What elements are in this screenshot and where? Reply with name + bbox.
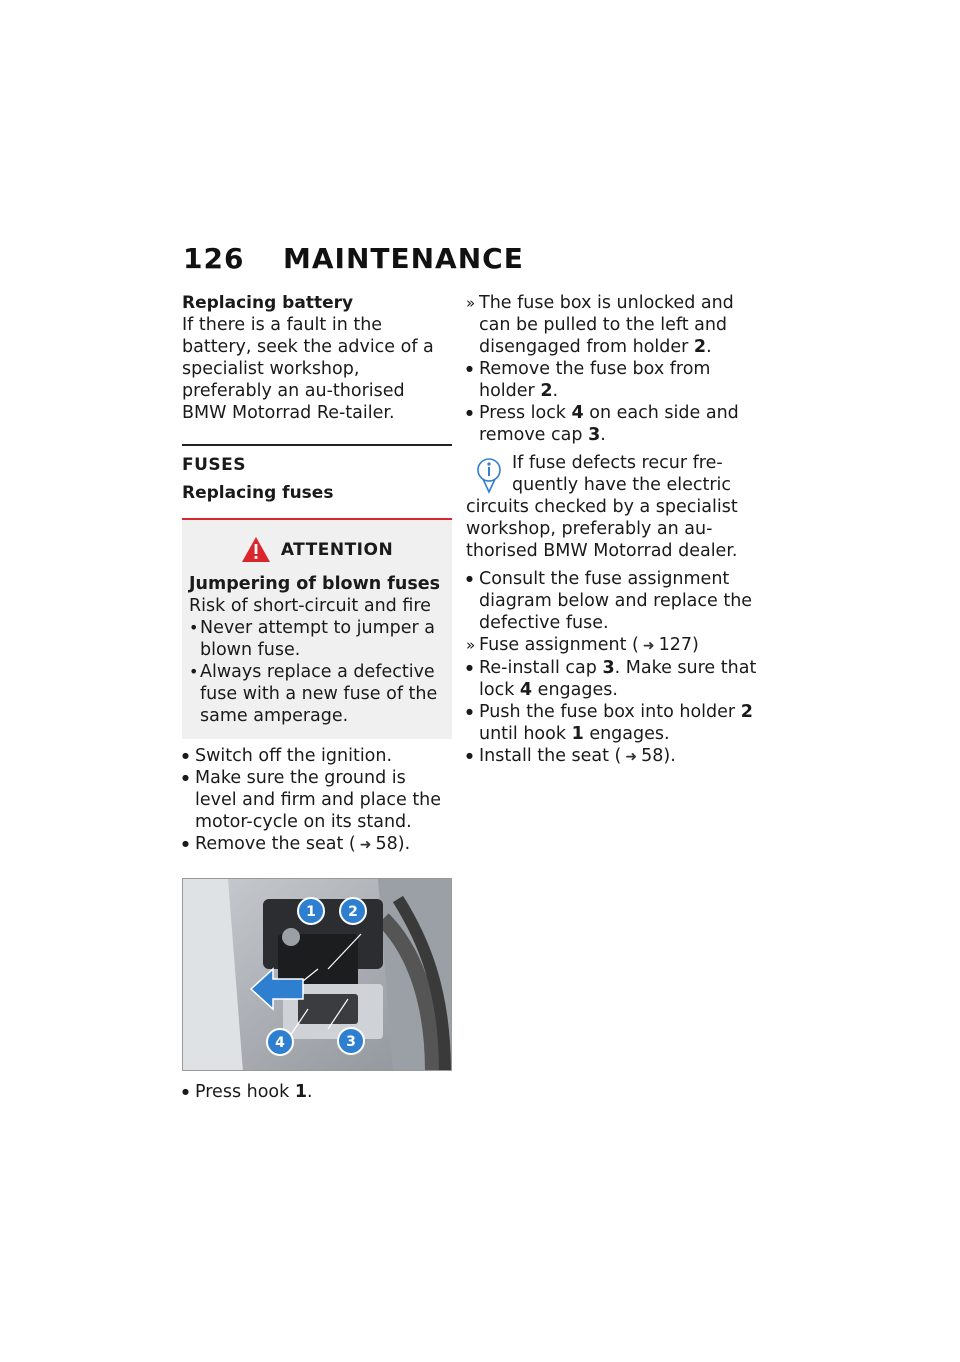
photo-label-2: 2 <box>348 904 358 920</box>
step-consult-diagram: ● Consult the fuse assignment diagram below and replace the defective fuse. <box>466 568 766 634</box>
attention-item: • Always replace a defective fuse with a new fuse of the same amperage. <box>189 661 445 727</box>
step-list-right-2 <box>466 568 766 768</box>
step-reinstall-cap: ● Re-install cap 3. Make sure that lock 4 engages. <box>466 657 766 701</box>
attention-risk: Risk of short-circuit and fire <box>189 596 431 616</box>
info-text-rest: circuits checked by a specialist workshop, preferably an au-thorised BMW Motorrad dealer. <box>466 497 738 561</box>
step-install-seat: ● Install the seat ( ➜ 58). <box>466 745 766 768</box>
step-list-after-photo <box>182 1081 452 1103</box>
attention-list <box>189 617 445 727</box>
attention-item: • Never attempt to jumper a blown fuse. <box>189 617 445 661</box>
battery-heading: Replacing battery <box>182 293 354 313</box>
info-icon <box>476 454 502 494</box>
info-note <box>466 452 766 562</box>
result-fuse-assignment: » Fuse assignment ( ➜ 127) <box>466 634 766 657</box>
attention-label: ATTENTION <box>280 539 394 560</box>
photo-label-4: 4 <box>275 1035 285 1051</box>
section-header: MAINTENANCE <box>283 242 524 275</box>
section-divider <box>182 444 452 446</box>
attention-box <box>182 520 452 739</box>
right-column <box>466 292 766 768</box>
battery-text: If there is a fault in the battery, seek the advice of a specialist workshop, preferably an au-thorised BMW Motorrad Re-tailer. <box>182 315 434 423</box>
step-list-left <box>182 745 452 856</box>
page-ref-arrow-icon: ➜ <box>642 638 655 654</box>
page-ref-arrow-icon: ➜ <box>359 837 372 853</box>
info-text-first: If fuse defects recur fre-quently have the electric <box>512 453 732 495</box>
step-press-hook: ● Press hook 1. <box>182 1081 452 1103</box>
result-unlocked: » The fuse box is unlocked and can be pulled to the left and disengaged from holder 2. <box>466 292 766 358</box>
left-column <box>182 292 452 1103</box>
fuses-heading: Replacing fuses <box>182 483 334 503</box>
step-press-lock: ● Press lock 4 on each side and remove cap 3. <box>466 402 766 446</box>
step-remove-fuse-box: ● Remove the fuse box from holder 2. <box>466 358 766 402</box>
warning-triangle-icon <box>241 536 271 563</box>
step-list-right <box>466 292 766 446</box>
attention-header <box>189 536 445 563</box>
page-header <box>183 242 524 275</box>
step-remove-seat: ● Remove the seat ( ➜ 58). <box>182 833 452 856</box>
section-title-fuses: FUSES <box>182 455 247 475</box>
step-ground-level: ● Make sure the ground is level and firm and place the motor-cycle on its stand. <box>182 767 452 833</box>
photo-label-1: 1 <box>306 904 316 920</box>
page-number: 126 <box>183 242 245 275</box>
photo-label-3: 3 <box>346 1034 356 1050</box>
page-ref-arrow-icon: ➜ <box>625 749 638 765</box>
fuse-box-photo <box>182 878 452 1071</box>
step-push-fuse-box: ● Push the fuse box into holder 2 until hook 1 engages. <box>466 701 766 745</box>
step-switch-off: ● Switch off the ignition. <box>182 745 452 767</box>
attention-title: Jumpering of blown fuses <box>189 574 441 594</box>
fuse-box-illustration <box>183 879 452 1071</box>
